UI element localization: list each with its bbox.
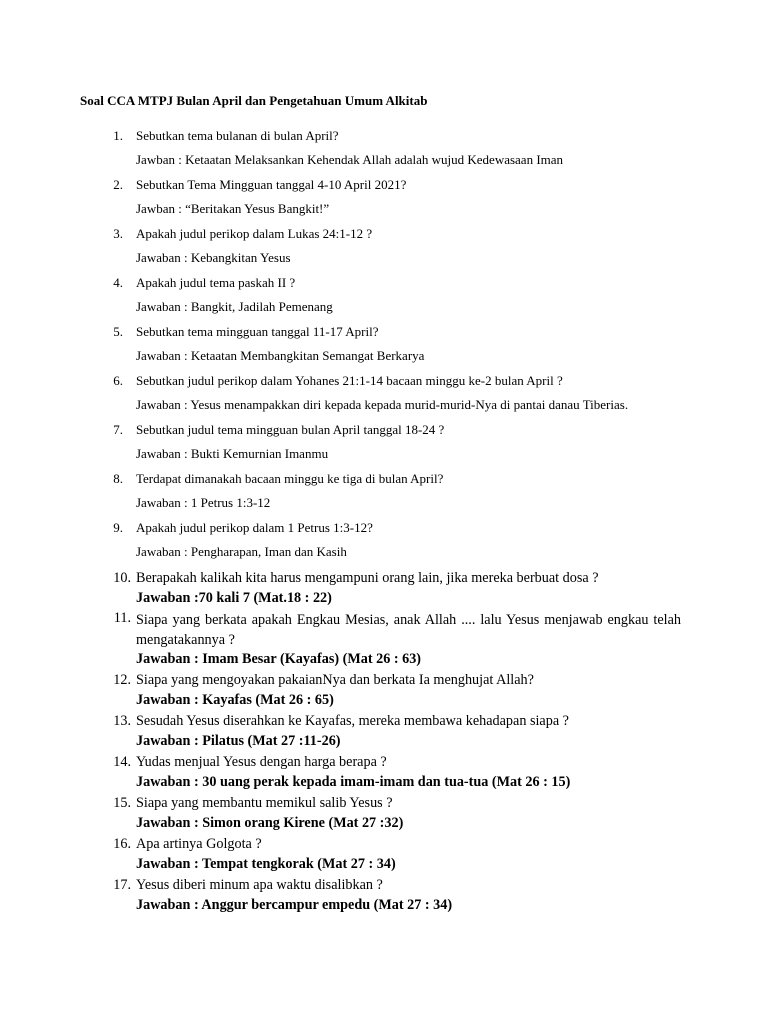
question-number: 7. xyxy=(113,422,123,437)
answer-text: Jawaban : 1 Petrus 1:3-12 xyxy=(136,495,271,510)
question-text: Sebutkan judul tema mingguan bulan April tanggal 18-24 ? xyxy=(136,422,445,437)
question-number: 15. xyxy=(113,795,131,811)
question-number: 12. xyxy=(113,672,131,688)
answer-text: Jawaban : Ketaatan Membangkitan Semangat Berkarya xyxy=(136,348,425,363)
question-number: 1. xyxy=(113,128,123,143)
answer-text: Jawaban : Pengharapan, Iman dan Kasih xyxy=(136,544,347,559)
document-title: Soal CCA MTPJ Bulan April dan Pengetahuan Umum Alkitab xyxy=(80,93,428,108)
answer-text: Jawaban : Yesus menampakkan diri kepada kepada murid-murid-Nya di pantai danau Tiberias. xyxy=(136,397,629,412)
question-text: Sesudah Yesus diserahkan ke Kayafas, mereka membawa kehadapan siapa ? xyxy=(136,713,569,729)
question-text: Berapakah kalikah kita harus mengampuni orang lain, jika mereka berbuat dosa ? xyxy=(136,570,599,586)
question-number: 10. xyxy=(113,570,131,586)
question-number: 14. xyxy=(113,754,131,770)
answer-text: Jawban : “Beritakan Yesus Bangkit!” xyxy=(136,201,330,216)
answer-text: Jawaban : Kayafas (Mat 26 : 65) xyxy=(136,692,334,708)
question-number: 11. xyxy=(113,610,131,626)
answer-text: Jawaban : Kebangkitan Yesus xyxy=(136,250,291,265)
question-number: 17. xyxy=(113,877,131,893)
question-text: Siapa yang membantu memikul salib Yesus ? xyxy=(136,795,393,811)
question-text: Terdapat dimanakah bacaan minggu ke tiga di bulan April? xyxy=(136,471,444,486)
answer-text: Jawaban : Anggur bercampur empedu (Mat 27 : 34) xyxy=(136,897,453,913)
question-text: Apakah judul perikop dalam 1 Petrus 1:3-12? xyxy=(136,520,373,535)
question-text: Sebutkan tema bulanan di bulan April? xyxy=(136,128,339,143)
question-number: 13. xyxy=(113,713,131,729)
question-number: 4. xyxy=(113,275,123,290)
question-text: Apa artinya Golgota ? xyxy=(136,836,262,852)
question-text: Apakah judul tema paskah II ? xyxy=(136,275,296,290)
question-text: Siapa yang mengoyakan pakaianNya dan berkata Ia menghujat Allah? xyxy=(136,672,534,688)
question-number: 3. xyxy=(113,226,123,241)
answer-text: Jawaban : Bukti Kemurnian Imanmu xyxy=(136,446,329,461)
answer-text: Jawaban : Tempat tengkorak (Mat 27 : 34) xyxy=(136,856,396,872)
question-text: Apakah judul perikop dalam Lukas 24:1-12 ? xyxy=(136,226,373,241)
question-number: 5. xyxy=(113,324,123,339)
answer-text: Jawaban : Imam Besar (Kayafas) (Mat 26 : 63) xyxy=(136,651,422,667)
question-text: Sebutkan judul perikop dalam Yohanes 21:1-14 bacaan minggu ke-2 bulan April ? xyxy=(136,373,563,388)
question-text: Sebutkan tema mingguan tanggal 11-17 April? xyxy=(136,324,379,339)
answer-text: Jawaban : Bangkit, Jadilah Pemenang xyxy=(136,299,333,314)
question-number: 9. xyxy=(113,520,123,535)
answer-text: Jawban : Ketaatan Melaksankan Kehendak Allah adalah wujud Kedewasaan Iman xyxy=(136,152,564,167)
question-text: Sebutkan Tema Mingguan tanggal 4-10 April 2021? xyxy=(136,177,407,192)
question-number: 16. xyxy=(113,836,131,852)
answer-text: Jawaban : 30 uang perak kepada imam-imam dan tua-tua (Mat 26 : 15) xyxy=(136,774,571,790)
question-text: Siapa yang berkata apakah Engkau Mesias, anak Allah .... lalu Yesus menjawab engkau telah mengatakannya ? xyxy=(136,612,681,648)
answer-text: Jawaban : Simon orang Kirene (Mat 27 :32) xyxy=(136,815,404,831)
answer-text: Jawaban : Pilatus (Mat 27 :11-26) xyxy=(136,733,341,749)
question-number: 6. xyxy=(113,373,123,388)
question-text: Yudas menjual Yesus dengan harga berapa ? xyxy=(136,754,387,770)
answer-text: Jawaban :70 kali 7 (Mat.18 : 22) xyxy=(136,590,332,606)
question-number: 2. xyxy=(113,177,123,192)
question-number: 8. xyxy=(113,471,123,486)
question-text: Yesus diberi minum apa waktu disalibkan ? xyxy=(136,877,383,893)
